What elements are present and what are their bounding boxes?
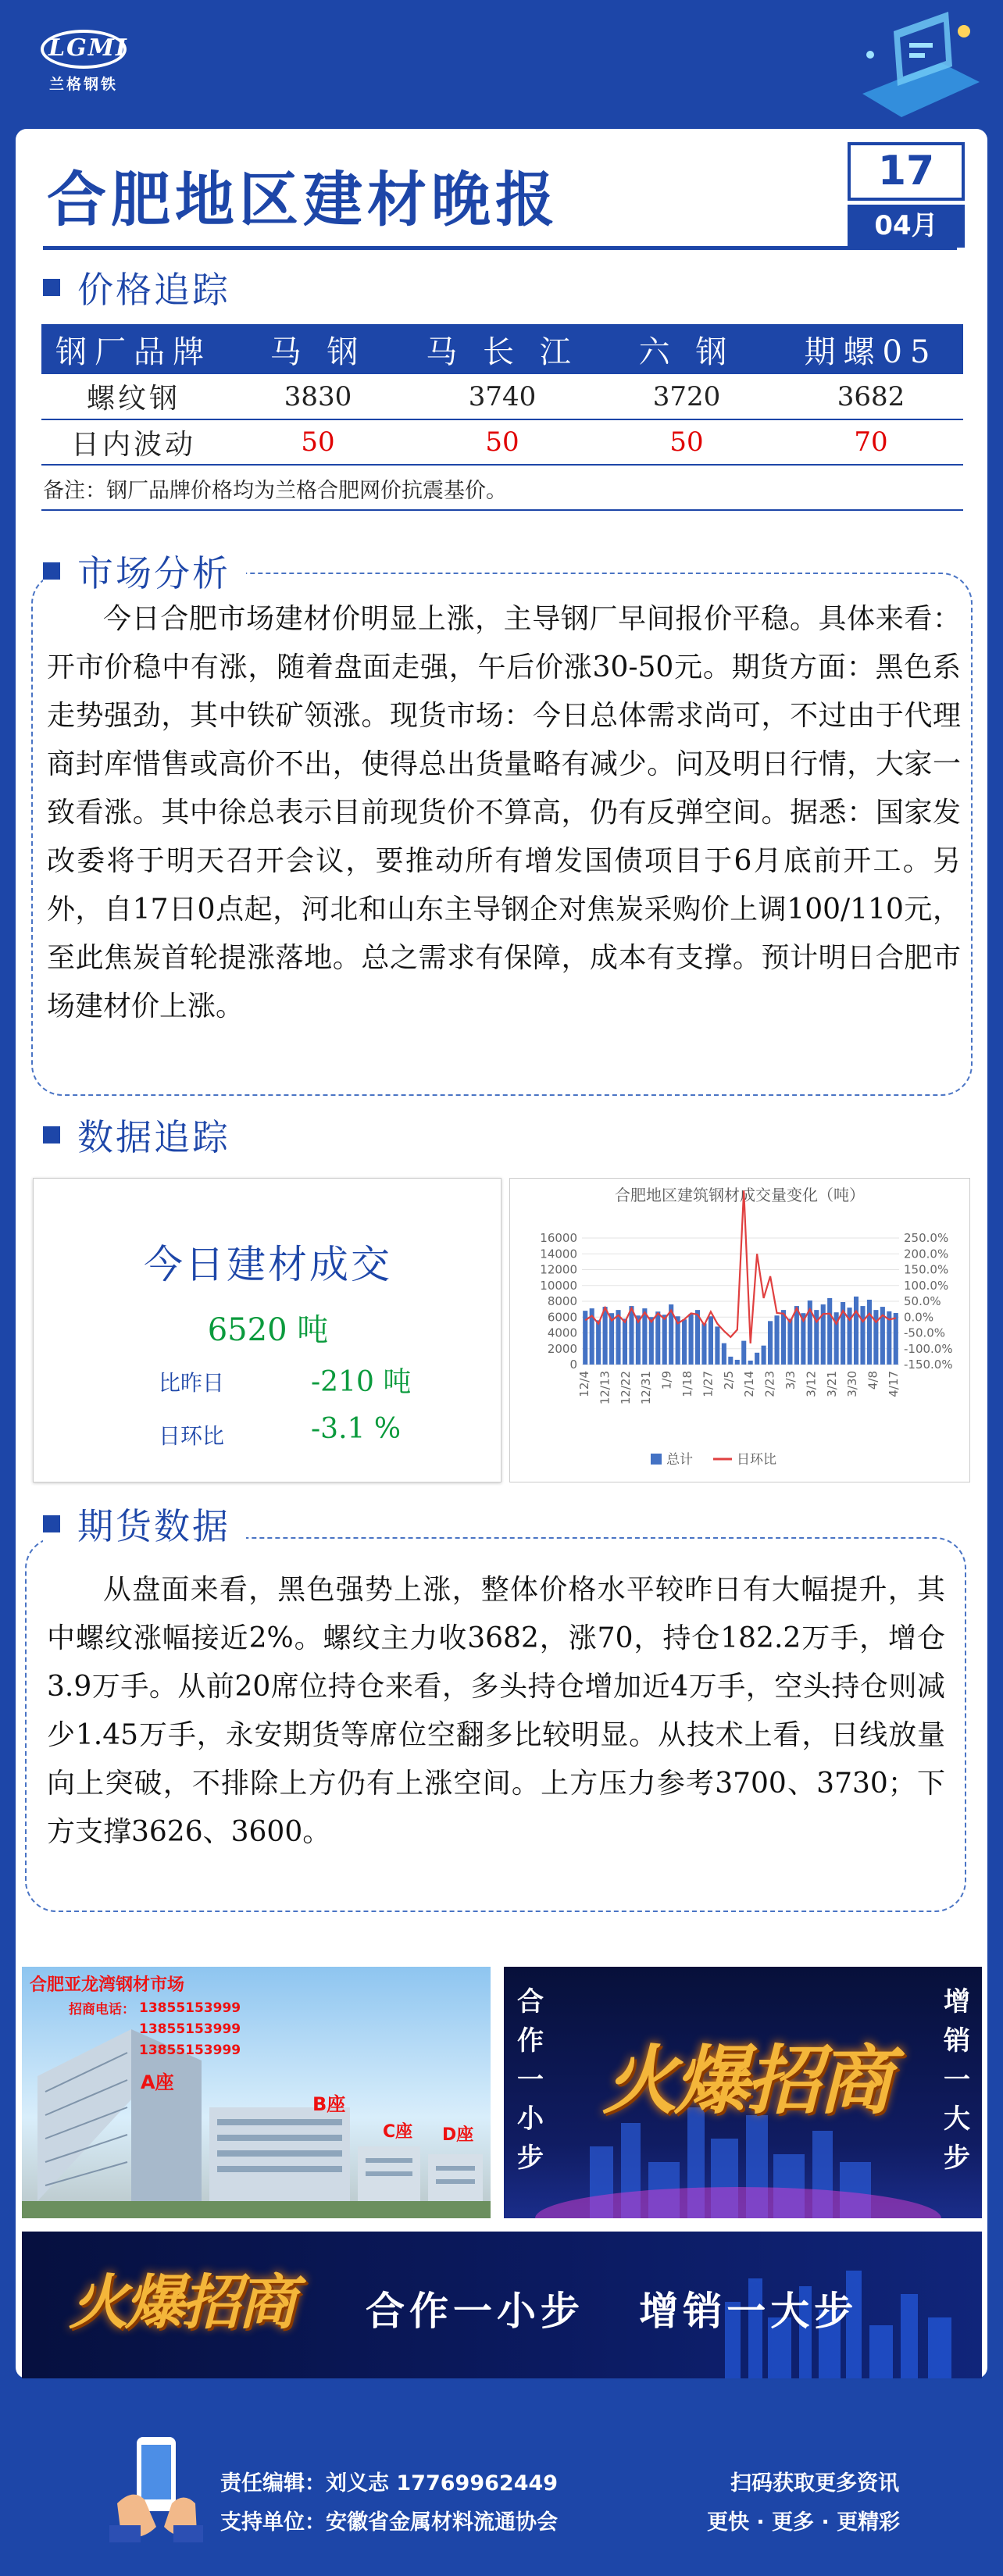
volume-chart-card xyxy=(509,1178,970,1482)
section-bullet-icon xyxy=(43,1126,60,1144)
x-tick-label: 2/14 xyxy=(742,1371,757,1397)
y-left-tick-label: 8000 xyxy=(547,1294,577,1308)
section-bullet-icon xyxy=(43,562,60,580)
futures-text: 从盘面来看，黑色强势上涨，整体价格水平较昨日有大幅提升，其中螺纹涨幅接近2%。螺纹主力收3682，涨70，持仓182.2万手，增仓3.9万手。从前20席位持仓来看，多头持仓增加近4万手，空头持仓则减少1.45万手，永安期货等席位空翻多比较明显。从技术上看，日线放量向上突破，不排除上方仍有上涨空间。上方压力参考3700、3730；下方支撑3626、3600。 xyxy=(47,1574,945,1848)
phone-hand-icon xyxy=(109,2433,203,2542)
date-day: 17 xyxy=(848,142,965,201)
bar-total xyxy=(854,1297,858,1365)
logo-subtitle: 兰格钢铁 xyxy=(48,76,118,93)
x-tick-label: 1/18 xyxy=(680,1371,694,1397)
price-table-header xyxy=(41,324,963,374)
trade-card-title: 今日建材成交 xyxy=(144,1242,392,1287)
price-note: 备注：钢厂品牌价格均为兰格合肥网价抗震基价。 xyxy=(43,479,507,503)
qr-prompt: 扫码获取更多资讯 xyxy=(730,2471,899,2496)
price-col-header: 马 钢 xyxy=(226,324,410,374)
bar-total xyxy=(748,1361,753,1365)
trade-volume: 6520 吨 xyxy=(207,1312,329,1348)
price-col-header: 期螺05 xyxy=(779,324,963,374)
y-right-tick-label: 100.0% xyxy=(904,1278,949,1293)
section-market-title: 市场分析 xyxy=(77,552,230,594)
slogan-left: 合作一小步 xyxy=(517,1986,544,2174)
bar-total xyxy=(741,1341,746,1365)
price-cell: 3830 xyxy=(226,374,410,419)
bar-total xyxy=(781,1310,786,1365)
note-divider xyxy=(41,509,963,511)
bar-total xyxy=(774,1315,779,1365)
footer-tagline: 更快 · 更多 · 更精彩 xyxy=(707,2510,901,2535)
price-cell: 3720 xyxy=(594,374,779,419)
bar-total xyxy=(709,1316,713,1365)
trade-volume-card xyxy=(33,1178,502,1482)
building-label-d: D座 xyxy=(442,2125,474,2145)
y-right-tick-label: -100.0% xyxy=(904,1341,953,1356)
volume-chart xyxy=(510,1179,969,1482)
section-price-header xyxy=(43,266,230,309)
y-left-tick-label: 0 xyxy=(569,1358,577,1372)
y-left-tick-label: 16000 xyxy=(540,1231,577,1245)
bar-total xyxy=(755,1353,759,1365)
chart-title: 合肥地区建筑钢材成交量变化（吨） xyxy=(615,1186,865,1204)
banner-slogan-big: 火爆招商 xyxy=(69,2267,294,2337)
section-market-header xyxy=(43,549,246,593)
section-futures-header xyxy=(43,1502,246,1546)
market-ad-banner[interactable] xyxy=(22,1967,491,2218)
section-bullet-icon xyxy=(43,279,60,296)
bar-total xyxy=(728,1357,733,1365)
bar-total xyxy=(762,1346,766,1365)
logo-text: LGMI xyxy=(48,34,128,62)
y-right-tick-label: -150.0% xyxy=(904,1358,953,1372)
y-right-tick-label: 200.0% xyxy=(904,1247,949,1261)
price-col-header: 六 钢 xyxy=(594,324,779,374)
x-tick-label: 12/4 xyxy=(577,1371,591,1397)
bar-total xyxy=(787,1318,792,1365)
y-left-tick-label: 12000 xyxy=(540,1262,577,1277)
title-divider xyxy=(43,246,957,250)
y-left-tick-label: 2000 xyxy=(547,1341,577,1356)
bar-total xyxy=(873,1310,878,1365)
y-right-tick-label: 150.0% xyxy=(904,1262,949,1277)
bar-total xyxy=(848,1308,852,1365)
banner-text: 合作一小步 增销一大步 xyxy=(366,2289,858,2334)
x-tick-label: 3/30 xyxy=(845,1371,860,1397)
x-tick-label: 4/17 xyxy=(887,1371,901,1397)
change-cell: 50 xyxy=(410,419,594,465)
section-futures-title: 期货数据 xyxy=(77,1505,230,1547)
x-tick-label: 1/27 xyxy=(701,1371,716,1397)
bar-total xyxy=(722,1343,726,1365)
table-row xyxy=(41,419,963,465)
laptop-decoration-icon xyxy=(847,8,987,125)
bar-total xyxy=(867,1300,872,1365)
phone-number: 13855153999 xyxy=(139,2043,241,2058)
legend-label-total: 总计 xyxy=(666,1452,693,1468)
bar-total xyxy=(860,1306,865,1365)
slogan-big: 火爆招商 xyxy=(602,2036,890,2125)
bar-total xyxy=(715,1326,719,1365)
change-cell: 50 xyxy=(226,419,410,465)
phone-number: 13855153999 xyxy=(139,2000,241,2016)
bar-total xyxy=(735,1360,740,1365)
lgmi-logo xyxy=(41,30,127,91)
y-left-tick-label: 14000 xyxy=(540,1247,577,1261)
market-analysis-text: 今日合肥市场建材价明显上涨，主导钢厂早间报价平稳。具体来看：开市价稳中有涨，随着盘面走强，午后价涨30-50元。期货方面：黑色系走势强劲，其中铁矿领涨。现货市场：今日总体需求尚可，不过由于代理商封库惜售或高价不出，使得总出货量略有减少。问及明日行情，大家一致看涨。其中徐总表示目前现货价不算高，仍有反弹空间。据悉：国家发改委将于明天召开会议，要推动所有增发国债项目于6月底前开工。另外，自17日0点起，河北和山东主导钢企对焦炭采购价上调100/110元，至此焦炭首轮提涨落地。总之需求有保障，成本有支撑。预计明日合肥市场建材价上涨。 xyxy=(47,603,961,1022)
legend-label-ring: 日环比 xyxy=(737,1452,776,1468)
change-cell: 70 xyxy=(779,419,963,465)
y-left-tick-label: 10000 xyxy=(540,1278,577,1293)
bar-total xyxy=(642,1308,647,1365)
phone-list xyxy=(139,1998,241,2061)
table-row xyxy=(41,374,963,419)
section-price-title: 价格追踪 xyxy=(77,269,230,311)
x-tick-label: 3/21 xyxy=(824,1371,839,1397)
bar-total xyxy=(682,1319,687,1365)
ring-ratio-value: -3.1 % xyxy=(311,1413,402,1445)
hotline-label: 招商电话： xyxy=(69,2002,135,2018)
y-right-tick-label: -50.0% xyxy=(904,1325,946,1340)
footer xyxy=(0,2378,1003,2576)
x-tick-label: 12/31 xyxy=(639,1371,654,1405)
bar-total xyxy=(794,1306,799,1365)
ring-ratio-label: 日环比 xyxy=(159,1423,225,1449)
bar-total xyxy=(701,1323,706,1365)
bar-total xyxy=(689,1314,694,1365)
recruit-ad-banner[interactable] xyxy=(504,1967,982,2218)
price-col-header: 马 长 江 xyxy=(410,324,594,374)
row-label: 日内波动 xyxy=(41,419,226,465)
section-data-header xyxy=(43,1113,230,1157)
y-right-tick-label: 50.0% xyxy=(904,1294,941,1308)
x-tick-label: 12/22 xyxy=(618,1371,633,1405)
building-label-a: A座 xyxy=(141,2071,174,2093)
x-tick-label: 2/23 xyxy=(762,1371,777,1397)
building-label-b: B座 xyxy=(312,2093,346,2115)
change-cell: 50 xyxy=(594,419,779,465)
price-table xyxy=(41,324,963,466)
vs-yesterday-value: -210 吨 xyxy=(311,1366,412,1398)
price-cell: 3740 xyxy=(410,374,594,419)
bar-total xyxy=(768,1321,773,1365)
legend-swatch-total xyxy=(651,1454,662,1465)
bar-total xyxy=(649,1317,654,1365)
y-left-tick-label: 6000 xyxy=(547,1310,577,1325)
x-tick-label: 1/9 xyxy=(659,1371,674,1390)
y-right-tick-label: 0.0% xyxy=(904,1310,934,1325)
date-month: 04月 xyxy=(848,205,965,248)
y-left-tick-label: 4000 xyxy=(547,1325,577,1340)
report-title: 合肥地区建材晚报 xyxy=(47,165,559,234)
slogan-right: 增销一大步 xyxy=(944,1986,970,2174)
bar-total xyxy=(596,1320,601,1365)
x-tick-label: 3/3 xyxy=(783,1371,798,1390)
wide-ad-banner[interactable] xyxy=(22,2232,982,2378)
editor-info: 责任编辑：刘义志 17769962449 xyxy=(220,2471,559,2496)
vs-yesterday-label: 比昨日 xyxy=(159,1370,225,1396)
price-col-header: 钢厂品牌 xyxy=(41,324,226,374)
bar-total xyxy=(629,1306,634,1365)
building-label-c: C座 xyxy=(383,2122,413,2142)
bar-total xyxy=(655,1311,660,1365)
x-tick-label: 12/13 xyxy=(598,1371,612,1405)
y-right-tick-label: 250.0% xyxy=(904,1231,949,1245)
x-tick-label: 4/8 xyxy=(866,1371,880,1390)
row-label: 螺纹钢 xyxy=(41,374,226,419)
x-tick-label: 3/12 xyxy=(804,1371,819,1397)
x-tick-label: 2/5 xyxy=(721,1371,736,1390)
bar-total xyxy=(623,1318,627,1365)
section-data-title: 数据追踪 xyxy=(77,1116,230,1158)
bar-total xyxy=(662,1315,667,1365)
section-bullet-icon xyxy=(43,1515,60,1532)
phone-number: 13855153999 xyxy=(139,2021,241,2037)
bar-total xyxy=(603,1307,608,1365)
market-name: 合肥亚龙湾钢材市场 xyxy=(30,1975,185,1995)
bar-total xyxy=(827,1298,832,1365)
price-cell: 3682 xyxy=(779,374,963,419)
bar-total xyxy=(894,1313,898,1365)
support-info: 支持单位：安徽省金属材料流通协会 xyxy=(220,2510,558,2535)
